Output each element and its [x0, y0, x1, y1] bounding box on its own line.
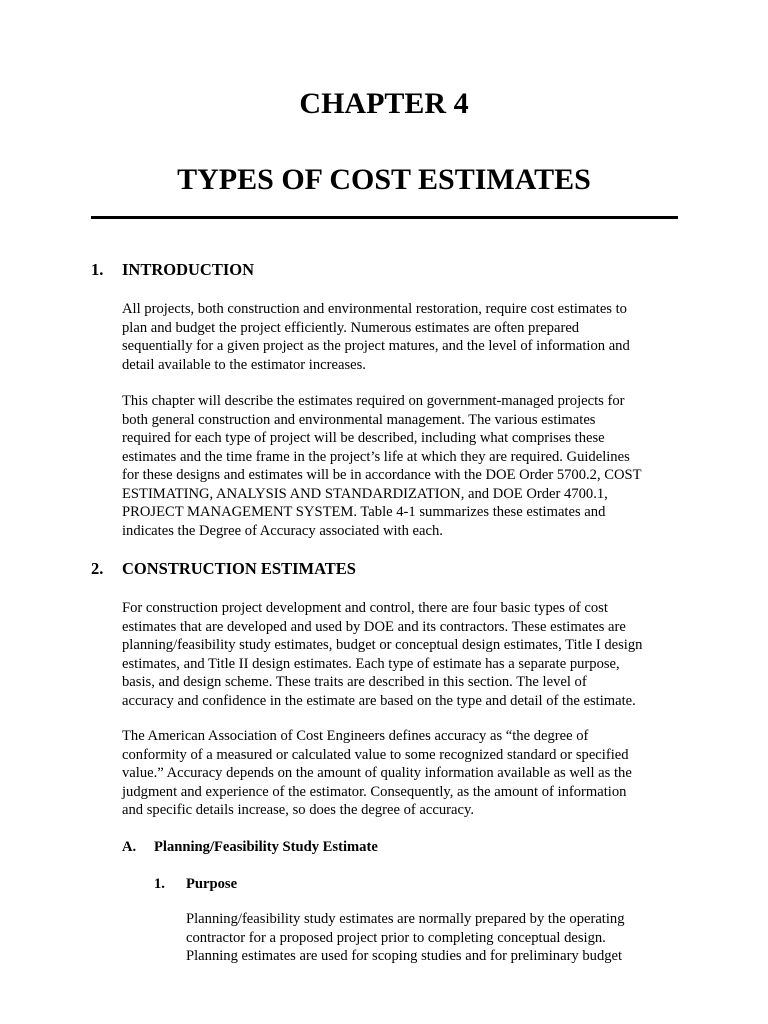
intro-paragraph-2: This chapter will describe the estimates required on government-managed projects for both general construction and environmental management. The various estimates required for each type of project will be described, including what comprises these estimates and the time frame in the project’s life at which they are required. Guidelines for these designs and estimates will be in accordance with the DOE Order 5700.2, COST ESTIMATING, ANALYSIS AND STANDARDIZATION, and DOE Order 4700.1, PROJECT MANAGEMENT SYSTEM. Table 4-1 summarizes these estimates and indicates the Degree of Accuracy associated with each. [122, 393, 642, 539]
subsection-number: 1. [154, 876, 165, 892]
purpose-paragraph: Planning/feasibility study estimates are normally prepared by the operating contractor for a proposed project prior to completing conceptual design. Planning estimates are used for scoping studies and for preliminary budget [186, 911, 625, 964]
section-number: 1. [91, 260, 104, 279]
section-title: INTRODUCTION [122, 260, 255, 279]
page-title: TYPES OF COST ESTIMATES [177, 163, 591, 196]
chapter-heading: CHAPTER 4 [299, 87, 469, 120]
construction-paragraph-1: For construction project development and control, there are four basic types of cost estimates that are developed and used by DOE and its contractors. These estimates are planning/feasibility study estimates, budget or conceptual design estimates, Title I design estimates, and Title II design estimates. Each type of estimate has a separate purpose, basis, and design scheme. These traits are described in this section. The level of accuracy and confidence in the estimate are based on the type and detail of the estimate. [122, 600, 643, 709]
section-number: 2. [91, 559, 104, 578]
subsection-title: Purpose [186, 876, 238, 892]
construction-paragraph-2: The American Association of Cost Engineers defines accuracy as “the degree of conformity of a measured or calculated value to some recognized standard or specified value.” Accuracy depends on the amount of quality information available as well as the judgment and experience of the estimator. Consequently, as the amount of information and specific details increase, so does the degree of accuracy. [122, 728, 632, 818]
subsection-letter: A. [122, 839, 137, 855]
title-divider [91, 216, 678, 219]
subsection-title: Planning/Feasibility Study Estimate [154, 839, 378, 855]
section-title: CONSTRUCTION ESTIMATES [122, 559, 356, 578]
intro-paragraph-1: All projects, both construction and environmental restoration, require cost estimates to plan and budget the project efficiently. Numerous estimates are often prepared sequentially for a given project as the project matures, and the level of information and detail available to the estimator increases. [122, 301, 630, 373]
